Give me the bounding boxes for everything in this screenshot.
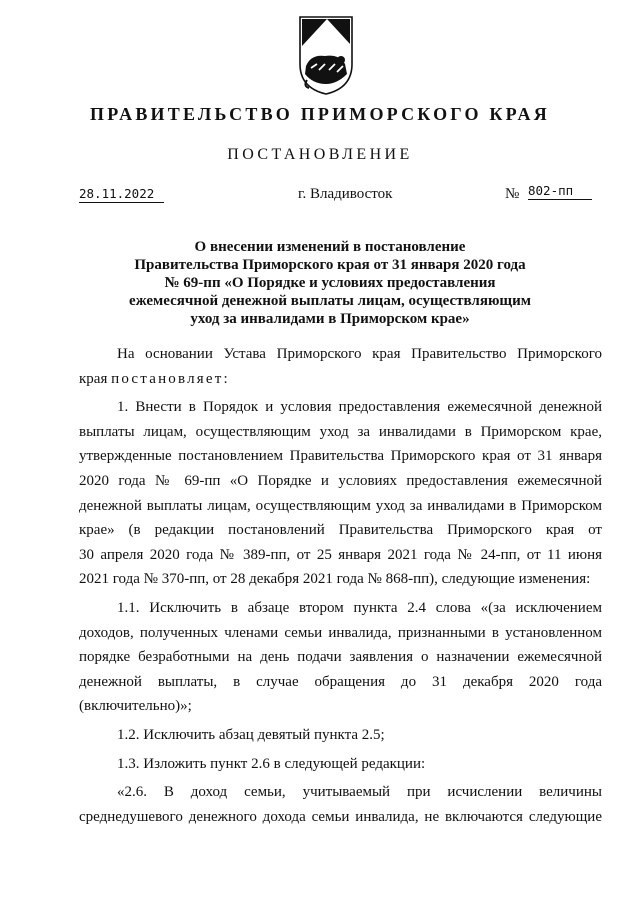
- text-line: 1.3. Изложить пункт 2.6 в следующей редакции:: [117, 755, 426, 772]
- government-title: ПРАВИТЕЛЬСТВО ПРИМОРСКОГО КРАЯ: [90, 104, 550, 124]
- heading-line: № 69-пп «О Порядке и условиях предоставления: [164, 275, 496, 291]
- heading-line: ежемесячной денежной выплаты лицам, осуществляющим: [129, 293, 531, 309]
- heading-line: Правительства Приморского края от 31 января 2020 года: [134, 257, 526, 273]
- text-line: порядке безработными на день подачи заявления о назначении ежемесячной: [79, 649, 602, 666]
- text-line: среднедушевого денежного дохода семьи инвалида, не включаются следующие: [79, 808, 602, 825]
- primorsky-krai-coat-of-arms-icon: [297, 14, 355, 96]
- text-line: [79, 367, 602, 392]
- text-line: денежной выплаты, в случае обращения до 31 декабря 2020 года: [79, 673, 602, 690]
- document-body: [79, 342, 602, 833]
- text-line: утвержденные постановлением Правительства Приморского края от 31 января: [79, 448, 602, 465]
- text-line: 1. Внести в Порядок и условия предоставления ежемесячной денежной: [117, 399, 602, 416]
- text-line: крае» (в редакции постановлений Правительства Приморского края от: [79, 522, 602, 539]
- text-line: денежной выплаты лицам, осуществляющим уход за инвалидами в Приморском: [79, 497, 602, 514]
- document-city: г. Владивосток: [298, 186, 393, 202]
- text-fragment-spaced: постановляет:: [111, 370, 230, 387]
- text-line: 30 апреля 2020 года № 389-пп, от 25 января 2021 года № 24-пп, от 11 июня: [79, 546, 602, 563]
- paragraph-1-3: [79, 752, 602, 777]
- paragraph-1: [79, 395, 602, 592]
- document-meta-row: [0, 183, 640, 210]
- text-line: «2.6. В доход семьи, учитываемый при исчислении величины: [117, 784, 602, 801]
- text-fragment: края: [79, 370, 108, 387]
- text-line: (включительно)»;: [79, 698, 192, 715]
- paragraph-1-1: [79, 596, 602, 719]
- text-line: доходов, полученных членами семьи инвалида, признанными в установленном: [79, 624, 602, 641]
- document-heading: [60, 238, 600, 328]
- document-type: ПОСТАНОВЛЕНИЕ: [227, 146, 413, 163]
- text-line: 2021 года № 370-пп, от 28 декабря 2021 года № 868-пп), следующие изменения:: [79, 571, 591, 588]
- text-line: 1.1. Исключить в абзаце втором пункта 2.4 слова «(за исключением: [117, 599, 602, 616]
- heading-line: О внесении изменений в постановление: [194, 239, 466, 255]
- paragraph-1-2: [79, 723, 602, 748]
- paragraph-intro: [79, 342, 602, 391]
- text-line: 1.2. Исключить абзац девятый пункта 2.5;: [117, 726, 385, 743]
- number-sign: №: [505, 186, 520, 202]
- text-line: На основании Устава Приморского края Правительство Приморского: [117, 346, 602, 362]
- paragraph-2-6: [79, 780, 602, 829]
- document-date: 28.11.2022: [79, 186, 164, 203]
- document-number: 802-пп: [528, 183, 592, 200]
- text-line: выплаты лицам, осуществляющим уход за инвалидами в Приморском крае,: [79, 423, 602, 440]
- text-line: 2020 года № 69-пп «О Порядке и условиях предоставления ежемесячной: [79, 472, 602, 489]
- heading-line: уход за инвалидами в Приморском крае»: [190, 311, 470, 327]
